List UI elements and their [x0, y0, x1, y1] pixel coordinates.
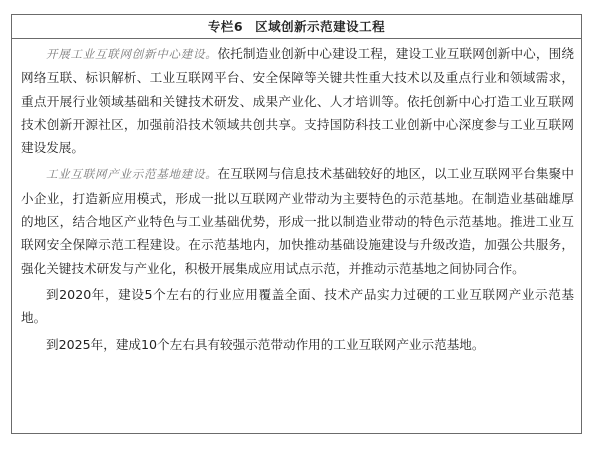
paragraph-innovation-center: [21, 42, 574, 159]
paragraph-text: 依托制造业创新中心建设工程，建设工业互联网创新中心，围绕网络互联、标识解析、工业互联网平台、安全保障等关键共性重大技术以及重点行业和领域需求，重点开展行业领域基础和关键技术研发、成果产业化、人才培训等。依托创新中心打造工业互联网技术创新开源社区，加强前沿技术领域共创共享。支持国防科技工业创新中心深度参与工业互联网建设发展。: [21, 46, 574, 156]
paragraph-target-2025: [21, 333, 574, 356]
feature-box: [11, 14, 582, 434]
box-title-label: 专栏6: [207, 19, 244, 34]
paragraph-demo-base: [21, 162, 574, 279]
paragraph-text: 到2025年，建成10个左右具有较强示范带动作用的工业互联网产业示范基地。: [46, 336, 485, 352]
paragraph-lead: 工业互联网产业示范基地建设。: [46, 167, 218, 182]
paragraph-lead: 开展工业互联网创新中心建设。: [46, 47, 218, 61]
paragraph-text: 在互联网与信息技术基础较好的地区，以工业互联网平台集聚中小企业，打造新应用模式，形成一批以互联网产业带动为主要特色的示范基地。在制造业基础雄厚的地区，结合地区产业特色与工业基础优势，形成一批以制造业带动的特色示范基地。推进工业互联网安全保障示范工程建设。在示范基地内，加快推动基础设施建设与升级改造，加强公共服务，强化关键技术研发与产业化，积极开展集成应用试点示范，并推动示范基地之间协同合作。: [21, 166, 574, 276]
box-title: [12, 15, 581, 39]
box-content: [12, 39, 581, 356]
paragraph-target-2020: [21, 283, 574, 330]
paragraph-text: 到2020年，建设5个左右的行业应用覆盖全面、技术产品实力过硬的工业互联网产业示范基地。: [21, 286, 574, 326]
box-title-text: 区域创新示范建设工程: [255, 19, 386, 34]
